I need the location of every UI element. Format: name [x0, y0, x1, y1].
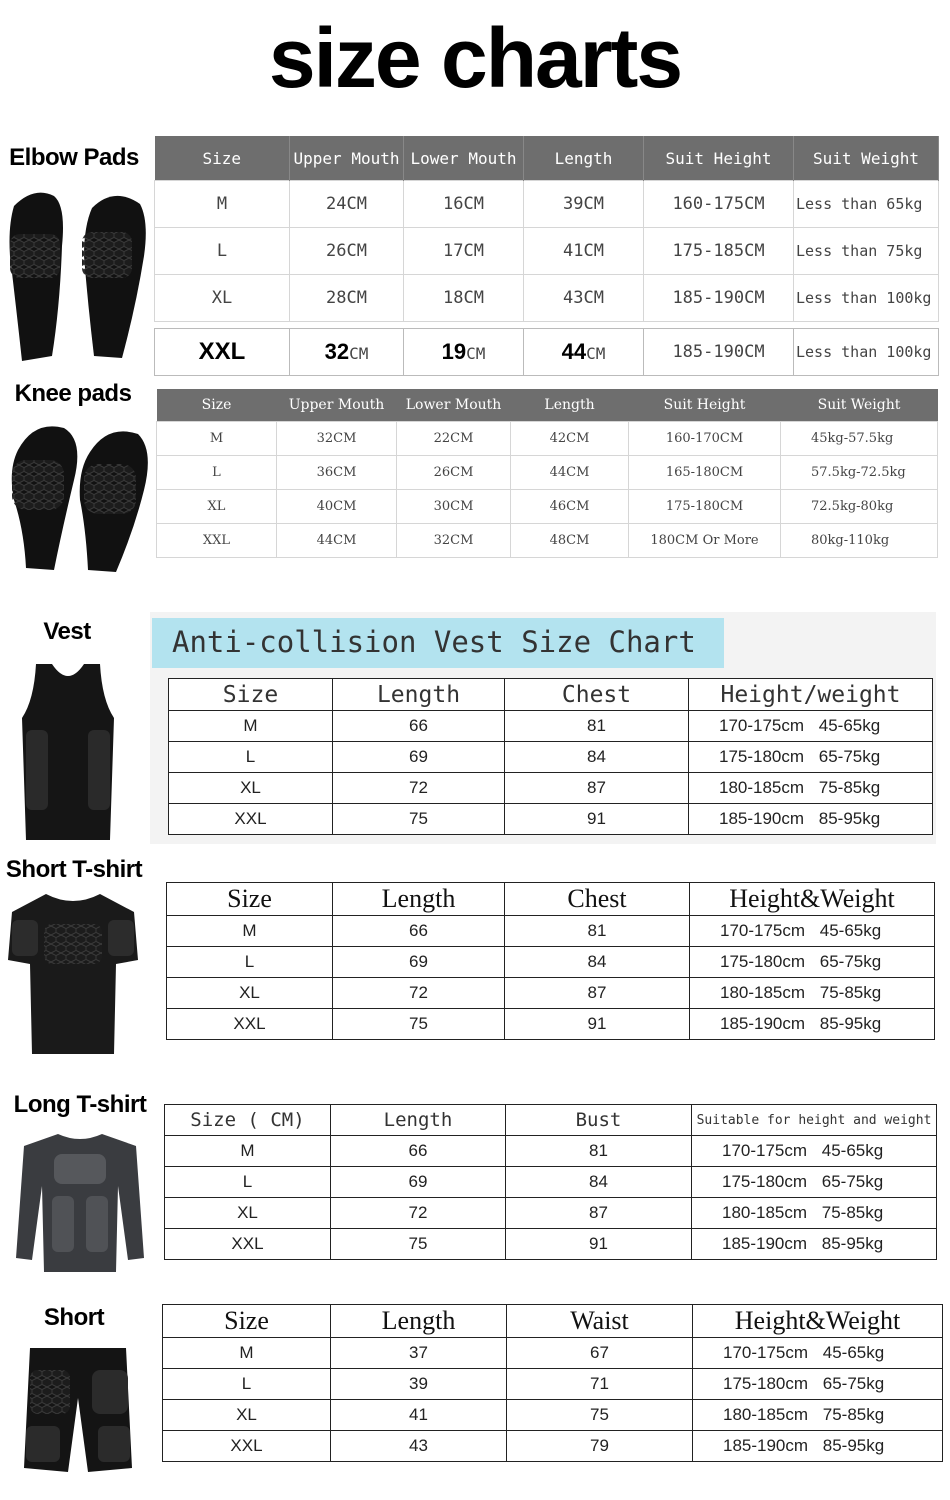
cell-size: M [167, 916, 333, 947]
knee-pads-image [4, 420, 150, 575]
table-row [167, 947, 935, 978]
cell-height-weight: 180-185cm 75-85kg [689, 773, 933, 804]
cell-size: L [163, 1369, 331, 1400]
cell-height-weight: 170-175cm 45-65kg [689, 711, 933, 742]
table-row [157, 456, 938, 490]
cell-height: 185-190CM [644, 275, 794, 322]
short-size-table [162, 1304, 943, 1462]
short-image [22, 1342, 134, 1478]
cell-size: XL [163, 1400, 331, 1431]
cell-length: 43 [331, 1431, 507, 1462]
cell-length: 39 [331, 1369, 507, 1400]
cell-length: 44CM [511, 456, 629, 490]
table-header-row [157, 389, 938, 422]
page-title: size charts [268, 11, 682, 105]
table-row [155, 181, 939, 228]
cell-lower: 18CM [404, 275, 524, 322]
header-height-weight: Height&Weight [690, 883, 935, 916]
table-row [169, 742, 933, 773]
table-row [167, 978, 935, 1009]
header-size: Size [157, 389, 277, 422]
table-row [169, 773, 933, 804]
cell-length: 72 [333, 978, 505, 1009]
table-row [167, 916, 935, 947]
cell-weight: Less than 75kg [794, 228, 939, 275]
label-elbow-pads: Elbow Pads [9, 144, 139, 171]
cell-waist: 79 [507, 1431, 693, 1462]
table-row [157, 490, 938, 524]
cell-height: 160-170CM [629, 422, 781, 456]
cell-upper: 32CM [277, 422, 397, 456]
cell-length: 41 [331, 1400, 507, 1431]
cell-height: 175-180CM [629, 490, 781, 524]
cell-weight: 45kg-57.5kg [781, 422, 938, 456]
table-row [163, 1369, 943, 1400]
cell-height: 180CM Or More [629, 524, 781, 558]
label-vest: Vest [43, 618, 91, 645]
cell-upper-unit: CM [349, 344, 369, 363]
cell-height-weight: 170-175cm 45-65kg [693, 1338, 943, 1369]
header-height-weight: Height&Weight [693, 1305, 943, 1338]
cell-length: 41CM [524, 228, 644, 275]
header-size: Size [163, 1305, 331, 1338]
header-length: Length [333, 679, 505, 711]
long-tshirt-size-table [164, 1104, 937, 1260]
cell-length: 72 [331, 1198, 506, 1229]
cell-size: L [155, 228, 290, 275]
cell-weight: Less than 100kg [794, 329, 939, 376]
header-length: Length [331, 1305, 507, 1338]
header-length: Length [511, 389, 629, 422]
table-row [165, 1229, 937, 1260]
header-bust: Bust [506, 1105, 692, 1136]
table-row [163, 1400, 943, 1431]
header-upper-mouth: Upper Mouth [277, 389, 397, 422]
cell-length: 72 [333, 773, 505, 804]
header-waist: Waist [507, 1305, 693, 1338]
header-height-weight: Suitable for height and weight [692, 1105, 937, 1136]
cell-size: M [169, 711, 333, 742]
short-tshirt-image [6, 890, 140, 1058]
cell-waist: 71 [507, 1369, 693, 1400]
vest-size-table [168, 678, 933, 835]
table-row [157, 524, 938, 558]
header-upper-mouth: Upper Mouth [290, 136, 404, 181]
header-size: Size ( CM) [165, 1105, 331, 1136]
header-length: Length [524, 136, 644, 181]
cell-chest: 81 [505, 916, 690, 947]
table-row [165, 1136, 937, 1167]
cell-weight: Less than 100kg [794, 275, 939, 322]
cell-size: XXL [165, 1229, 331, 1260]
table-header-row [163, 1305, 943, 1338]
cell-chest: 87 [505, 773, 689, 804]
cell-height-weight: 175-180cm 65-75kg [692, 1167, 937, 1198]
vest-chart-title: Anti-collision Vest Size Chart [152, 618, 724, 668]
cell-lower: 30CM [397, 490, 511, 524]
cell-length: 37 [331, 1338, 507, 1369]
cell-height-weight: 180-185cm 75-85kg [690, 978, 935, 1009]
cell-lower-num: 19 [441, 339, 467, 364]
cell-bust: 81 [506, 1136, 692, 1167]
long-tshirt-image [12, 1130, 148, 1276]
table-row [165, 1198, 937, 1229]
table-row [163, 1431, 943, 1462]
label-long-tshirt: Long T-shirt [13, 1091, 147, 1118]
cell-height-weight: 175-180cm 65-75kg [690, 947, 935, 978]
cell-length: 42CM [511, 422, 629, 456]
knee-pads-size-table [156, 389, 938, 558]
cell-size: XL [157, 490, 277, 524]
vest-image [18, 660, 118, 846]
header-length: Length [333, 883, 505, 916]
cell-length: 75 [333, 1009, 505, 1040]
header-size: Size [155, 136, 290, 181]
cell-upper: 44CM [277, 524, 397, 558]
cell-length: 69 [331, 1167, 506, 1198]
cell-lower: 32CM [397, 524, 511, 558]
cell-chest: 87 [505, 978, 690, 1009]
cell-size: M [163, 1338, 331, 1369]
cell-length: 48CM [511, 524, 629, 558]
cell-lower-unit: CM [466, 344, 486, 363]
cell-lower: 17CM [404, 228, 524, 275]
cell-length: 66 [333, 711, 505, 742]
cell-length: 66 [333, 916, 505, 947]
table-row [169, 711, 933, 742]
cell-upper-num: 32 [324, 339, 350, 364]
label-short: Short [43, 1304, 105, 1331]
cell-length: 69 [333, 947, 505, 978]
header-suit-weight: Suit Weight [781, 389, 938, 422]
cell-upper: 28CM [290, 275, 404, 322]
cell-weight: 72.5kg-80kg [781, 490, 938, 524]
cell-length: 43CM [524, 275, 644, 322]
cell-weight: 80kg-110kg [781, 524, 938, 558]
cell-length-num: 44 [561, 339, 587, 364]
table-header-row [165, 1105, 937, 1136]
cell-length-unit: CM [586, 344, 606, 363]
cell-size: XL [155, 275, 290, 322]
cell-length: 66 [331, 1136, 506, 1167]
cell-length: 75 [331, 1229, 506, 1260]
header-suit-height: Suit Height [644, 136, 794, 181]
short-tshirt-size-table [166, 882, 935, 1040]
label-knee-pads: Knee pads [14, 380, 132, 407]
table-row-xxl [155, 329, 939, 376]
cell-lower: 16CM [404, 181, 524, 228]
cell-bust: 87 [506, 1198, 692, 1229]
cell-chest: 91 [505, 804, 689, 835]
cell-size: M [165, 1136, 331, 1167]
elbow-pads-image [4, 186, 150, 366]
cell-height-weight: 185-190cm 85-95kg [689, 804, 933, 835]
cell-size: L [169, 742, 333, 773]
cell-size: XL [169, 773, 333, 804]
cell-height-weight: 185-190cm 85-95kg [692, 1229, 937, 1260]
header-chest: Chest [505, 679, 689, 711]
cell-size: L [167, 947, 333, 978]
header-chest: Chest [505, 883, 690, 916]
cell-upper: 24CM [290, 181, 404, 228]
cell-length: 69 [333, 742, 505, 773]
table-header-row [167, 883, 935, 916]
header-lower-mouth: Lower Mouth [404, 136, 524, 181]
cell-length: 39CM [524, 181, 644, 228]
table-row [155, 275, 939, 322]
header-suit-height: Suit Height [629, 389, 781, 422]
cell-upper: 36CM [277, 456, 397, 490]
cell-height-weight: 175-180cm 65-75kg [689, 742, 933, 773]
cell-lower: 26CM [397, 456, 511, 490]
cell-height-weight: 175-180cm 65-75kg [693, 1369, 943, 1400]
cell-height-weight: 170-175cm 45-65kg [690, 916, 935, 947]
header-size: Size [169, 679, 333, 711]
cell-bust: 84 [506, 1167, 692, 1198]
cell-height-weight: 185-190cm 85-95kg [690, 1009, 935, 1040]
cell-size: XXL [169, 804, 333, 835]
cell-waist: 75 [507, 1400, 693, 1431]
cell-height-weight: 180-185cm 75-85kg [693, 1400, 943, 1431]
cell-size: XXL [157, 524, 277, 558]
table-row [157, 422, 938, 456]
cell-chest: 84 [505, 742, 689, 773]
table-header-row [169, 679, 933, 711]
cell-height: 160-175CM [644, 181, 794, 228]
table-row [167, 1009, 935, 1040]
header-height-weight: Height/weight [689, 679, 933, 711]
cell-size: L [165, 1167, 331, 1198]
cell-lower: 22CM [397, 422, 511, 456]
table-row [163, 1338, 943, 1369]
cell-height-weight: 185-190cm 85-95kg [693, 1431, 943, 1462]
cell-size: XXL [198, 338, 246, 365]
header-size: Size [167, 883, 333, 916]
cell-height: 165-180CM [629, 456, 781, 490]
label-short-tshirt: Short T-shirt [5, 856, 143, 883]
cell-weight: 57.5kg-72.5kg [781, 456, 938, 490]
cell-chest: 84 [505, 947, 690, 978]
cell-height-weight: 170-175cm 45-65kg [692, 1136, 937, 1167]
cell-size: XXL [163, 1431, 331, 1462]
table-row [155, 228, 939, 275]
cell-height-weight: 180-185cm 75-85kg [692, 1198, 937, 1229]
cell-chest: 91 [505, 1009, 690, 1040]
cell-height: 185-190CM [644, 329, 794, 376]
cell-height: 175-185CM [644, 228, 794, 275]
elbow-pads-size-table [154, 136, 939, 376]
header-length: Length [331, 1105, 506, 1136]
table-header-row [155, 136, 939, 181]
header-suit-weight: Suit Weight [794, 136, 939, 181]
table-row [169, 804, 933, 835]
cell-waist: 67 [507, 1338, 693, 1369]
cell-weight: Less than 65kg [794, 181, 939, 228]
cell-size: M [157, 422, 277, 456]
cell-upper: 26CM [290, 228, 404, 275]
cell-chest: 81 [505, 711, 689, 742]
cell-bust: 91 [506, 1229, 692, 1260]
cell-size: XL [165, 1198, 331, 1229]
cell-size: XXL [167, 1009, 333, 1040]
cell-length: 46CM [511, 490, 629, 524]
cell-length: 75 [333, 804, 505, 835]
cell-upper: 40CM [277, 490, 397, 524]
table-row [165, 1167, 937, 1198]
cell-size: L [157, 456, 277, 490]
cell-size: XL [167, 978, 333, 1009]
cell-size: M [155, 181, 290, 228]
header-lower-mouth: Lower Mouth [397, 389, 511, 422]
